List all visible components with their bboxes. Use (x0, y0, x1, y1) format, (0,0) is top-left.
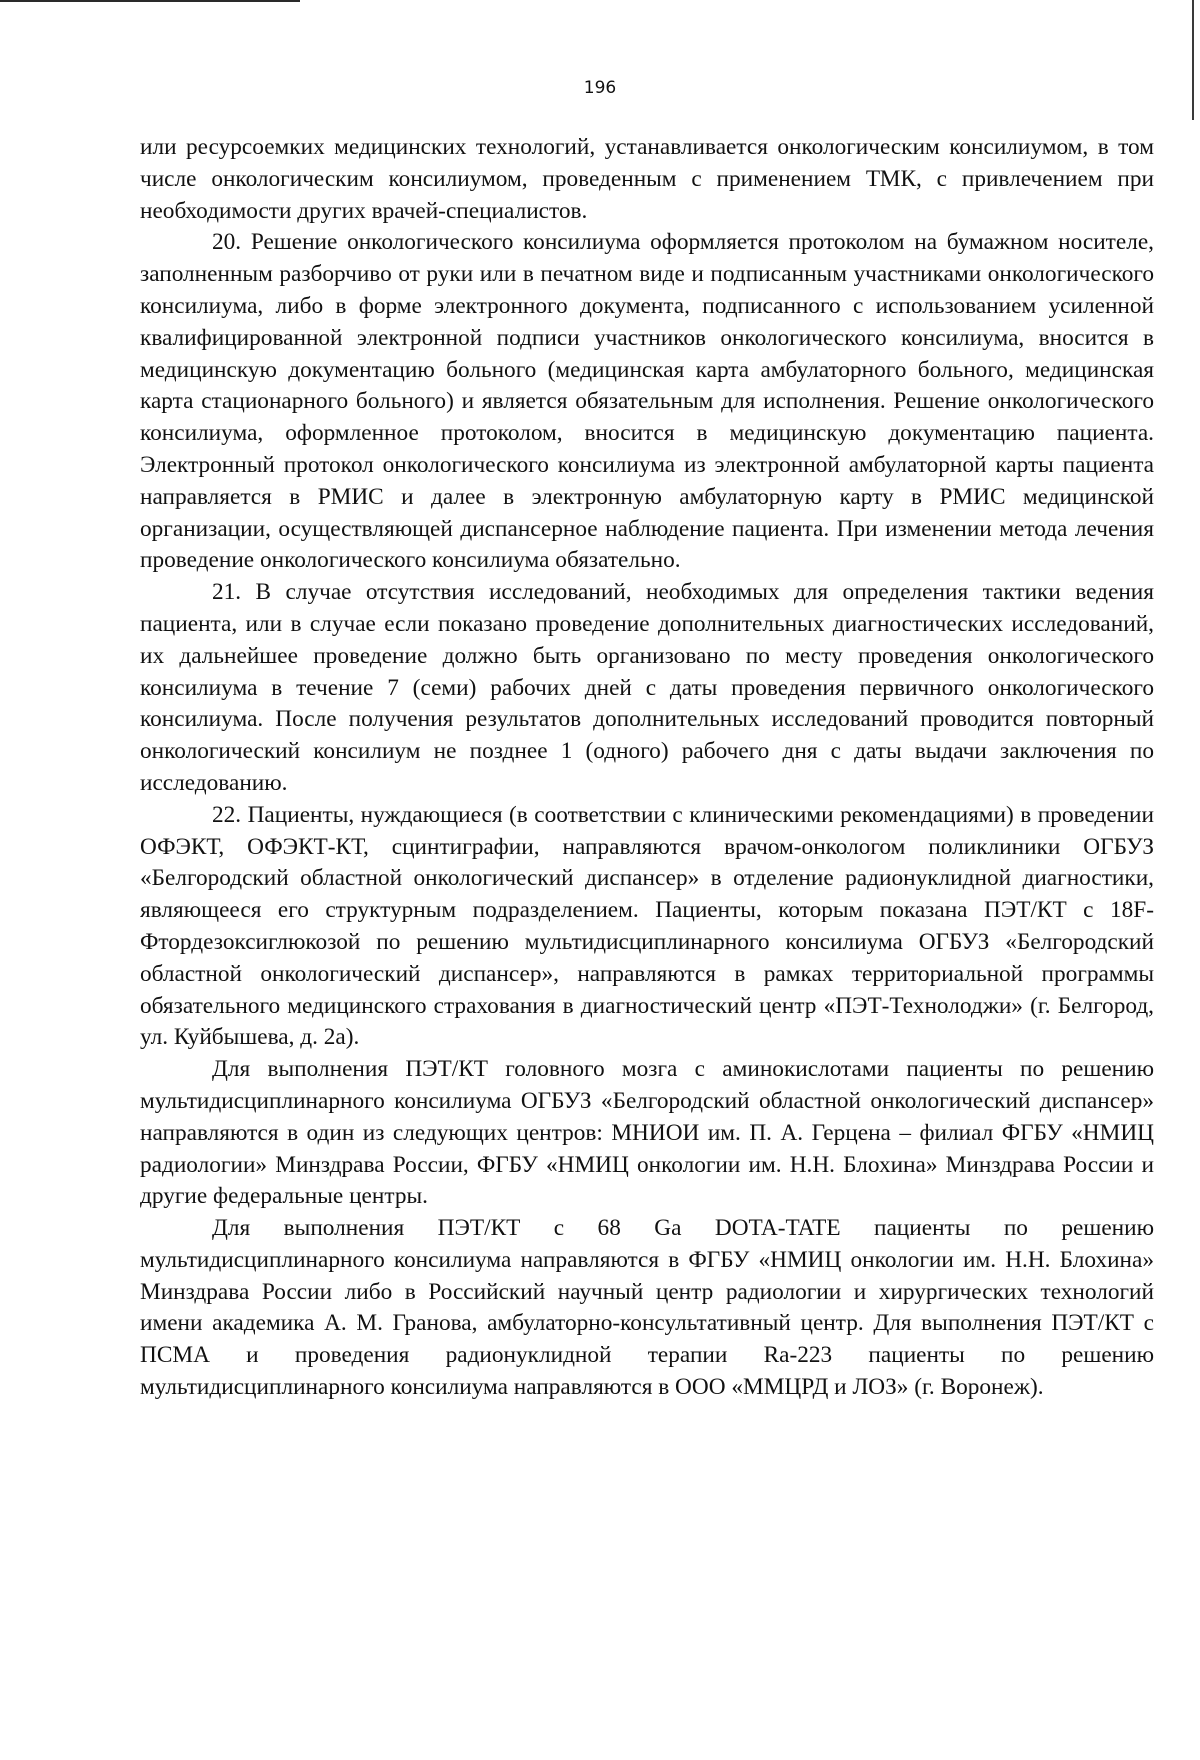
page-number: 196 (583, 78, 617, 98)
paragraph-continuation: или ресурсоемких медицинских технологий, устанавливается онкологическим консилиумом, в том числе онкологическим консилиумом, проведенным с применением ТМК, с привлечением при необходимости других врачей-специалистов. (140, 134, 1154, 224)
scan-edge-top (0, 0, 300, 2)
paragraph-pet-dota-tate: Для выполнения ПЭТ/КТ с 68 Ga DOTA-TATE пациенты по решению мультидисциплинарного консилиума направляются в ФГБУ «НМИЦ онкологии им. Н.Н. Блохина» Минздрава России либо в Российский научный центр радиологии и хирургических технологий имени академика А. М. Гранова, амбулаторно-консультативный центр. Для выполнения ПЭТ/КТ с ПСМА и проведения радионуклидной терапии Ra-223 пациенты по решению мультидисциплинарного консилиума направляются в ООО «ММЦРД и ЛОЗ» (г. Воронеж). (140, 1215, 1154, 1401)
paragraph-item-22: 22. Пациенты, нуждающиеся (в соответствии с клиническими рекомендациями) в проведении ОФЭКТ, ОФЭКТ-КТ, сцинтиграфии, направляются врачом-онкологом поликлиники ОГБУЗ «Белгородский областной онкологический диспансер» в отделение радионуклидной диагностики, являющееся его структурным подразделением. Пациенты, которым показана ПЭТ/КТ с 18F-Фтордезоксиглюкозой по решению мультидисциплинарного консилиума ОГБУЗ «Белгородский областной онкологический диспансер», направляются в рамках территориальной программы обязательного медицинского страхования в диагностический центр «ПЭТ-Технолоджи» (г. Белгород, ул. Куйбышева, д. 2а). (140, 801, 1154, 1051)
paragraph-pet-amino-acids: Для выполнения ПЭТ/КТ головного мозга с аминокислотами пациенты по решению мультидисциплинарного консилиума ОГБУЗ «Белгородский областной онкологический диспансер» направляются в один из следующих центров: МНИОИ им. П. А. Герцена – филиал ФГБУ «НМИЦ радиологии» Минздрава России, ФГБУ «НМИЦ онкологии им. Н.Н. Блохина» Минздрава России и другие федеральные центры. (140, 1056, 1154, 1210)
paragraph-item-20: 20. Решение онкологического консилиума оформляется протоколом на бумажном носителе, заполненным разборчиво от руки или в печатном виде и подписанным участниками онкологического консилиума, либо в форме электронного документа, подписанного с использованием усиленной квалифицированной электронной подписи участников онкологического консилиума, вносится в медицинскую документацию больного (медицинская карта амбулаторного больного, медицинская карта стационарного больного) и является обязательным для исполнения. Решение онкологического консилиума, оформленное протоколом, вносится в медицинскую документацию пациента. Электронный протокол онкологического консилиума из электронной амбулаторной карты пациента направляется в РМИС и далее в электронную амбулаторную карту в РМИС медицинской организации, осуществляющей диспансерное наблюдение пациента. При изменении метода лечения проведение онкологического консилиума обязательно. (140, 229, 1154, 574)
paragraph-item-21: 21. В случае отсутствия исследований, необходимых для определения тактики ведения пациента, или в случае если показано проведение дополнительных диагностических исследований, их дальнейшее проведение должно быть организовано по месту проведения онкологического консилиума в течение 7 (семи) рабочих дней с даты проведения первичного онкологического консилиума. После получения результатов дополнительных исследований проводится повторный онкологический консилиум не позднее 1 (одного) рабочего дня с даты выдачи заключения по исследованию. (140, 579, 1154, 796)
document-body (140, 132, 1154, 1404)
scan-edge-right (1192, 0, 1194, 120)
